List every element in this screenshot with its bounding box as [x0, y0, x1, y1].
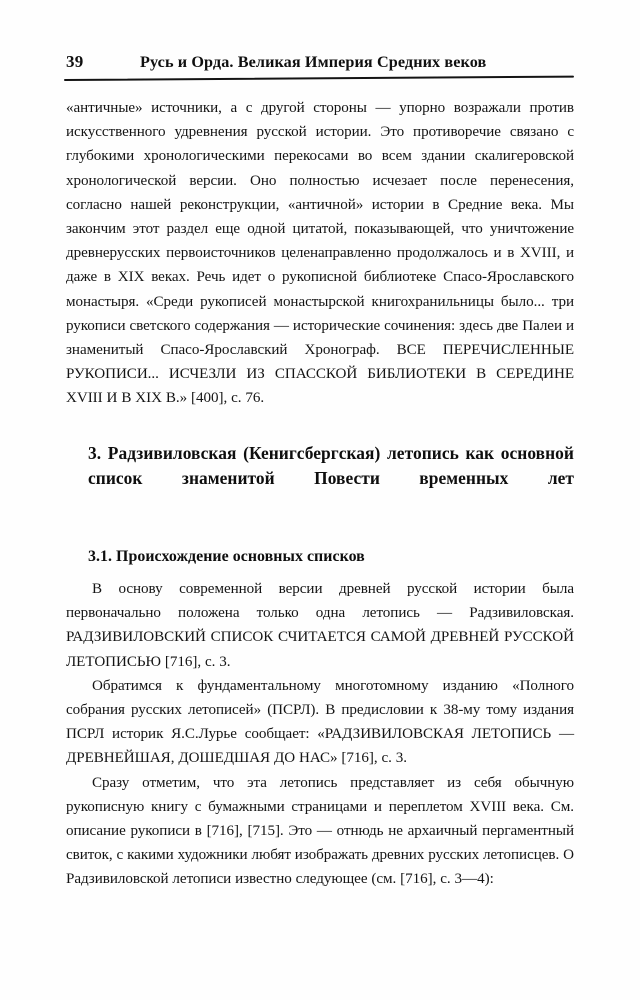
body-paragraph-3: Обратимся к фундаментальному многотомному изданию «Полного собрания русских летописей» (ПСРЛ). В предисловии к 38-му тому издания ПСРЛ историк Я.С.Лурье сообщает: «РАДЗИВИЛОВСКАЯ ЛЕТОПИСЬ — ДРЕВНЕЙШАЯ, ДОШЕДШАЯ ДО НАС» [716], с. 3.: [66, 677, 574, 767]
sub-heading: 3.1. Происхождение основных списков: [88, 548, 365, 566]
sub-heading-block: [66, 545, 574, 568]
body-paragraph-4: Сразу отметим, что эта летопись представляет из себя обычную рукописную книгу с бумажными страницами и переплетом XVIII века. См. описание рукописи в [716], [715]. Это — отнюдь не архаичный пергаментный свиток, с какими художники любят изображать древних русских летописцев. О Радзивиловской летописи известно следующее (см. [716], с. 3—4):: [66, 774, 574, 888]
body-paragraph-2: В основу современной версии древней русской истории была первоначально положена только одна летопись — Радзивиловская. РАДЗИВИЛОВСКИЙ СПИСОК СЧИТАЕТСЯ САМОЙ ДРЕВНЕЙ РУССКОЙ ЛЕТОПИСЬЮ [716], с. 3.: [66, 581, 574, 670]
body-paragraph-1: «античные» источники, а с другой стороны — упорно возражали против искусственного удревнения русской истории. Это противоречие связано с глубокими хронологическими перекосами во всем здании скалигеровской хронологической версии. Оно полностью исчезает после перенесения, согласно нашей реконструкции, «античной» истории в Средние века. Мы закончим этот раздел еще одной цитатой, показывающей, что уничтожение древнерусских первоисточников целенаправленно продолжалось и в XVIII, и даже в XIX веках. Речь идет о рукописной библиотеке Спасо-Ярославского монастыря. «Среди рукописей монастырской книгохранильницы было... три рукописи светского содержания — исторические сочинения: здесь две Палеи и знаменитый Спасо-Ярославский Хронограф. ВСЕ ПЕРЕЧИСЛЕННЫЕ РУКОПИСИ... ИСЧЕЗЛИ ИЗ СПАССКОЙ БИБЛИОТЕКИ В СЕРЕДИНЕ XVIII И В XIX В.» [400], с. 76.: [66, 100, 574, 407]
paragraph-block-2: [66, 577, 574, 892]
running-head: [66, 52, 574, 78]
page-number: 39: [66, 52, 84, 71]
section-heading-block: [66, 441, 574, 518]
running-title: Русь и Орда. Великая Империя Средних веков: [140, 53, 487, 71]
paragraph-block-1: [66, 96, 574, 411]
section-heading: 3. Радзивиловская (Кенигсбергская) летопись как основной список знаменитой Повести временных лет: [88, 442, 574, 489]
page-content: [66, 96, 574, 892]
